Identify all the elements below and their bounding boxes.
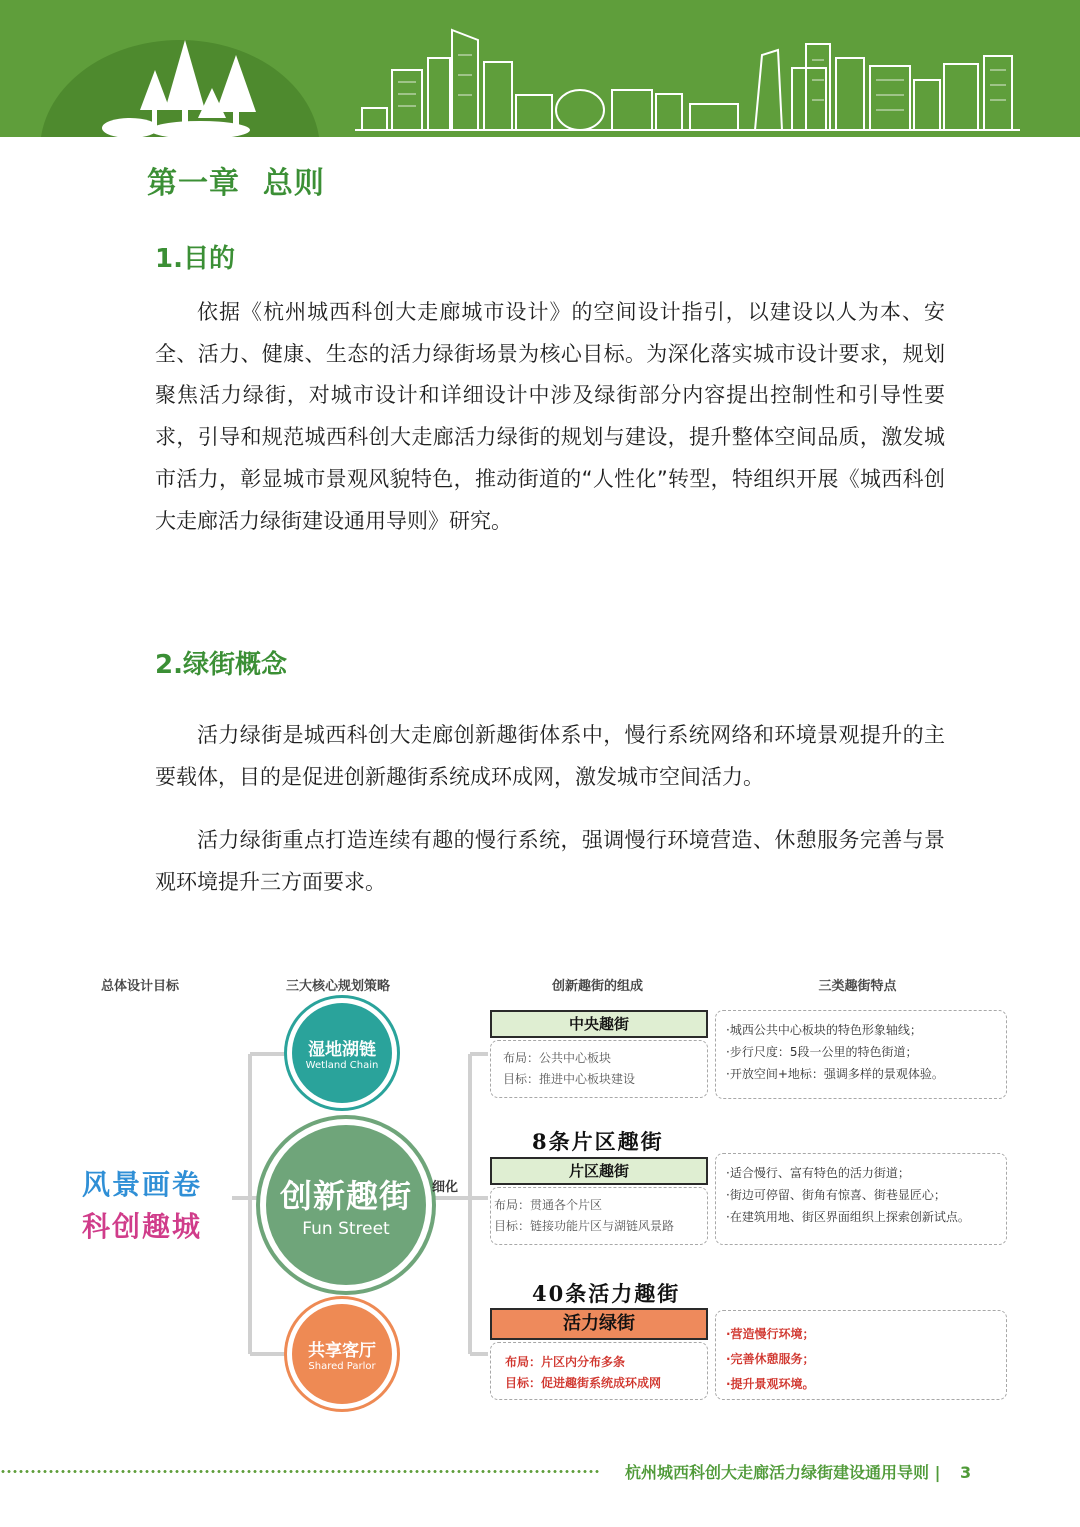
footer-doc-title: 杭州城西科创大走廊活力绿街建设通用导则 | (625, 1463, 941, 1482)
central-feature-1: ·城西公共中心板块的特色形象轴线； (726, 1023, 922, 1037)
district-layout: 布局：贯通各个片区 (494, 1198, 603, 1212)
fun-street-en: Fun Street (302, 1219, 390, 1239)
vitality-features (715, 1310, 1007, 1400)
central-feature-2: ·步行尺度：5段一公里的特色街道； (726, 1045, 918, 1059)
footer-title (625, 1460, 971, 1483)
district-feature-2: ·街边可停留、街角有惊喜、街巷显匠心； (726, 1188, 946, 1202)
wetland-chain-cn: 湿地湖链 (308, 1040, 376, 1060)
district-goal: 目标：链接功能片区与湖链风景路 (494, 1219, 675, 1233)
district-street-title: 片区趣街 (490, 1157, 708, 1185)
shared-parlor-en: Shared Parlor (308, 1361, 376, 1372)
header-composition: 创新趣街的组成 (551, 979, 643, 994)
district-feature-3: ·在建筑用地、街区界面组织上探索创新试点。 (726, 1210, 970, 1224)
district-features (715, 1153, 1007, 1245)
vitality-feature-3: ·提升景观环境。 (726, 1377, 815, 1391)
section-1-title: 1.目的 (155, 244, 235, 274)
vitality-street-body (490, 1342, 708, 1400)
refine-label: 细化 (432, 1180, 459, 1195)
section-2-paragraph-1: 活力绿街是城西科创大走廊创新趣街体系中，慢行系统网络和环境景观提升的主要载体，目的是促进创新趣街系统成环成网，激发城市空间活力。 (155, 723, 945, 789)
central-street-body (490, 1040, 708, 1098)
section-2-body (155, 715, 945, 904)
fun-street-cn: 创新趣街 (279, 1177, 412, 1215)
central-goal: 目标：推进中心板块建设 (503, 1072, 636, 1086)
skyline-illustration (0, 0, 1080, 137)
vitality-goal: 目标：促进趣街系统成环成网 (505, 1376, 662, 1390)
header-strategy: 三大核心规划策略 (285, 979, 390, 994)
wetland-chain-en: Wetland Chain (305, 1060, 379, 1071)
central-street-title: 中央趣街 (490, 1010, 708, 1038)
header-banner (0, 0, 1080, 137)
section-2-title: 2.绿街概念 (155, 650, 287, 680)
header-features: 三类趣街特点 (818, 979, 897, 994)
central-layout: 布局：公共中心板块 (503, 1051, 612, 1065)
district-feature-1: ·适合慢行、富有特色的活力街道； (726, 1166, 910, 1180)
vitality-feature-2: ·完善休憩服务； (726, 1352, 815, 1366)
vitality-street-title: 活力绿街 (490, 1308, 708, 1340)
footer-dotted-rule (0, 1470, 600, 1473)
district-count: 8条片区趣街 (532, 1129, 664, 1154)
section-1-body (155, 292, 945, 542)
vitality-feature-1: ·营造慢行环境； (726, 1327, 815, 1341)
header-goal: 总体设计目标 (100, 979, 179, 994)
shared-parlor-cn: 共享客厅 (308, 1341, 376, 1361)
vitality-layout: 布局：片区内分布多条 (505, 1355, 626, 1369)
section-2-paragraph-2: 活力绿街重点打造连续有趣的慢行系统，强调慢行环境营造、休憩服务完善与景观环境提升三方面要求。 (155, 828, 945, 895)
chapter-title: 第一章 总则 (147, 166, 325, 201)
central-feature-3: ·开放空间+地标：强调多样的景观体验。 (726, 1067, 944, 1081)
district-street-body (490, 1187, 708, 1245)
vitality-count: 40条活力趣街 (532, 1281, 681, 1306)
section-1-paragraph: 依据《杭州城西科创大走廊城市设计》的空间设计指引，以建设以人为本、安全、活力、健康、生态的活力绿街场景为核心目标。为深化落实城市设计要求，规划聚焦活力绿街，对城市设计和详细设计中涉及绿街部分内容提出控制性和引导性要求，引导和规范城西科创大走廊活力绿街的规划与建设，提升整体空间品质，激发城市活力，彰显城市景观风貌特色，推动街道的“人性化”转型，特组织开展《城西科创大走廊活力绿街建设通用导则》研究。 (155, 300, 945, 533)
fun-street-circle (266, 1125, 426, 1285)
central-features (715, 1010, 1007, 1099)
goal-line-2: 科创趣城 (82, 1210, 203, 1243)
goal-line-1: 风景画卷 (82, 1168, 203, 1201)
wetland-chain-circle (292, 1003, 392, 1103)
page-number: 3 (960, 1463, 972, 1482)
shared-parlor-circle (292, 1304, 392, 1404)
